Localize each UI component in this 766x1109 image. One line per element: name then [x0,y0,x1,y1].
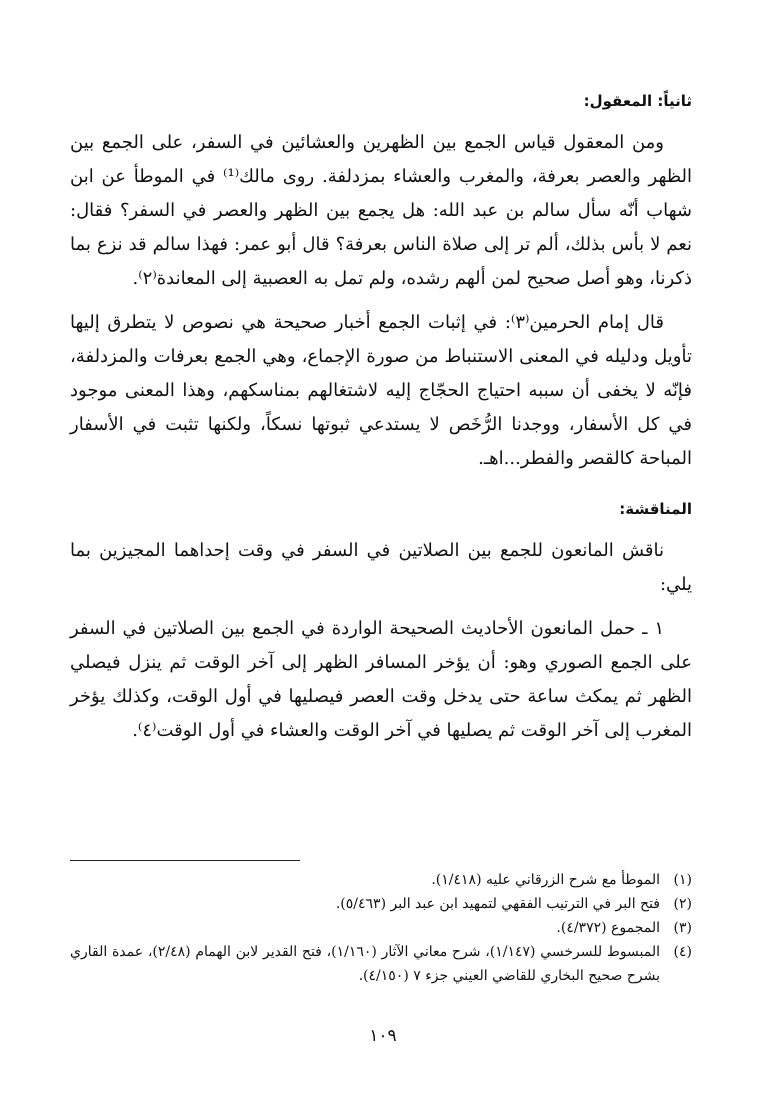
footnote-text: المجموع (٤/٣٧٢). [556,920,660,936]
footnote [70,892,692,916]
footnote-number: (٤) [673,944,692,960]
footnote [70,868,692,892]
page-number: ١٠٩ [369,1026,397,1046]
footnote [70,940,692,988]
footnote-number: (٢) [673,896,692,912]
section-heading: ثانياً: المعقول: [583,92,692,110]
footnote-text: المبسوط للسرخسي (١/١٤٧)، شرح معاني الآثار (١/١٦٠)، فتح القدير لابن الهمام (٢/٤٨)، عمدة القاري بشرح صحيح البخاري للقاضي العيني جزء ٧ (٤/١٥٠). [70,944,661,984]
footnote-number: (٣) [673,920,692,936]
section-heading: المناقشة: [619,500,692,518]
footnote-text: الموطأ مع شرح الزرقاني عليه (١/٤١٨). [431,872,660,888]
paragraph: ناقش المانعون للجمع بين الصلاتين في السفر في وقت إحداهما المجيزين بما يلي: [70,540,692,595]
paragraph: قال إمام الحرمين⁽٣⁾: في إثبات الجمع أخبار صحيحة هي نصوص لا يتطرق إليها تأويل ودليله في المعنى الاستنباط من صورة الإجماع، وهي الجمع بعرفات والمزدلفة، فإنّه لا يخفى أن سببه احتياج الحجّاج إليه لاشتغالهم بمناسكهم، وهذا المعنى موجود في كل الأسفار، ووجدنا الرُّخَص لا يستدعي ثبوتها نسكاً، ولكنها تثبت في الأسفار المباحة كالقصر والفطر...اهـ. [70,312,692,469]
section-discussion [70,496,692,748]
footnotes [70,868,692,988]
footnote-text: فتح البر في الترتيب الفقهي لتمهيد ابن عبد البر (٥/٤٦٣). [335,896,660,912]
footnote [70,916,692,940]
section-reasoning [70,88,692,476]
paragraph: ١ ـ حمل المانعون الأحاديث الصحيحة الواردة في الجمع بين الصلاتين في السفر على الجمع الصوري وهو: أن يؤخر المسافر الظهر إلى آخر الوقت ثم ينزل فيصلي الظهر ثم يمكث ساعة حتى يدخل وقت العصر فيصليها في أول الوقت، وكذلك يؤخر المغرب إلى آخر الوقت ثم يصليها في آخر الوقت والعشاء في أول الوقت⁽٤⁾. [70,618,692,741]
footnote-number: (١) [673,872,692,888]
page-body [70,88,692,758]
paragraph: ومن المعقول قياس الجمع بين الظهرين والعشائين في السفر، على الجمع بين الظهر والعصر بعرفة، والمغرب والعشاء بمزدلفة. روى مالك⁽¹⁾ في الموطأ عن ابن شهاب أنّه سأل سالم بن عبد الله: هل يجمع بين الظهر والعصر في السفر؟ فقال: نعم لا بأس بذلك، ألم تر إلى صلاة الناس بعرفة؟ قال أبو عمر: فهذا سالم قد نزع بما ذكرنا، وهو أصل صحيح لمن ألهم رشده، ولم تمل به العصبية إلى المعاندة⁽٢⁾. [70,132,692,289]
footnote-divider [70,860,300,861]
